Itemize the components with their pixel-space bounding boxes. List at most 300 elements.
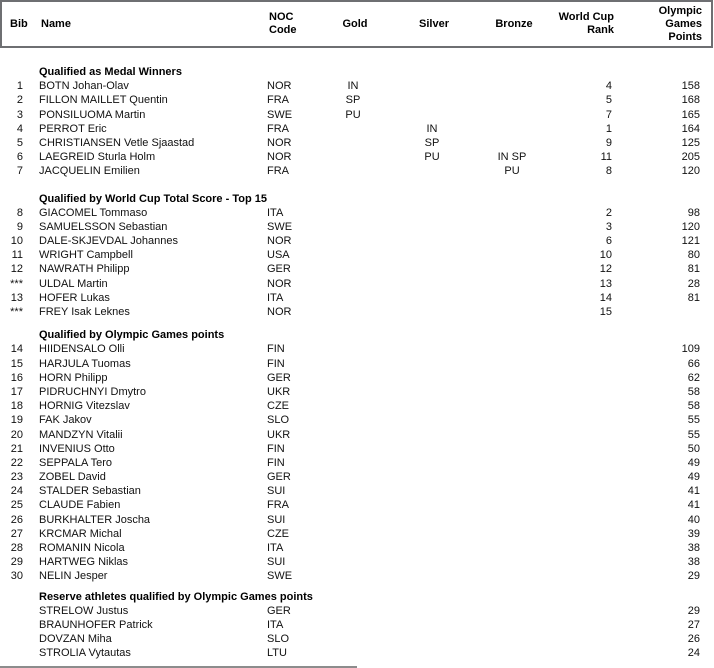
cell-silver	[380, 513, 484, 527]
cell-points: 26	[687, 633, 700, 646]
cell-bib: 11	[11, 249, 23, 262]
cell-points: 168	[681, 94, 700, 107]
section-world-cup-top15	[0, 192, 714, 320]
cell-points: 81	[687, 263, 700, 276]
cell-name: SAMUELSSON Sebastian	[39, 220, 168, 233]
cell-points: 165	[681, 108, 700, 121]
cell-silver	[380, 646, 484, 660]
cell-bronze	[484, 357, 540, 371]
cell-silver: IN	[426, 122, 438, 135]
cell-points: 38	[687, 556, 700, 569]
cell-noc: ITA	[267, 618, 284, 631]
cell-rank	[540, 498, 612, 512]
cell-bronze	[484, 220, 540, 234]
cell-name: SEPPALA Tero	[39, 456, 112, 469]
cell-points: 121	[681, 235, 700, 248]
column-header-silver: Silver	[419, 17, 449, 30]
cell-bib: 30	[10, 570, 23, 583]
cell-bronze	[484, 604, 540, 618]
cell-bib: 26	[10, 513, 23, 526]
cell-name: ULDAL Martin	[39, 277, 108, 290]
cell-name: FREY Isak Leknes	[39, 306, 130, 318]
cell-rank: 10	[599, 249, 612, 262]
cell-bib: 22	[10, 456, 23, 469]
table-row	[0, 632, 714, 646]
cell-silver	[380, 357, 484, 371]
cell-gold	[326, 371, 380, 385]
cell-name: STROLIA Vytautas	[39, 647, 131, 660]
cell-name: PIDRUCHNYI Dmytro	[39, 385, 146, 398]
cell-gold	[326, 484, 380, 498]
cell-bib: 15	[10, 357, 23, 370]
cell-points: 49	[687, 456, 700, 469]
table-row	[0, 399, 714, 413]
cell-noc: NOR	[267, 151, 292, 164]
cell-noc: NOR	[267, 136, 292, 149]
cell-bronze	[484, 234, 540, 248]
results-table-body	[0, 48, 714, 661]
cell-silver	[380, 541, 484, 555]
table-row	[0, 248, 714, 262]
cell-name: FILLON MAILLET Quentin	[39, 94, 168, 107]
cell-gold	[326, 305, 380, 319]
cell-rank	[540, 470, 612, 484]
cell-points: 28	[687, 277, 700, 290]
cell-silver	[380, 498, 484, 512]
cell-points: 50	[687, 442, 700, 455]
cell-rank	[540, 342, 612, 356]
cell-gold: IN	[347, 80, 359, 93]
cell-bib: 18	[10, 400, 23, 413]
table-row	[0, 646, 714, 660]
cell-bronze	[484, 385, 540, 399]
cell-bib: ***	[10, 306, 23, 318]
cell-gold	[326, 604, 380, 618]
cell-bib: 12	[10, 263, 23, 276]
cell-points: 120	[681, 165, 700, 178]
table-row	[0, 413, 714, 427]
cell-name: DALE-SKJEVDAL Johannes	[39, 235, 178, 248]
table-row	[0, 527, 714, 541]
table-row	[0, 136, 714, 150]
cell-name: HORNIG Vitezslav	[39, 400, 130, 413]
cell-silver	[380, 371, 484, 385]
column-header-name: Name	[41, 17, 71, 30]
cell-bronze	[484, 646, 540, 660]
cell-rank	[540, 555, 612, 569]
cell-points: 49	[687, 471, 700, 484]
cell-noc: FRA	[267, 94, 289, 107]
cell-silver	[380, 442, 484, 456]
cell-rank: 1	[605, 122, 612, 135]
cell-noc: SLO	[267, 633, 290, 646]
table-row	[0, 122, 714, 136]
cell-rank	[540, 527, 612, 541]
cell-gold: PU	[345, 108, 361, 121]
cell-points: 41	[687, 499, 700, 512]
cell-points: 55	[687, 414, 700, 427]
cell-bib: 6	[16, 151, 23, 164]
cell-bib: 9	[16, 220, 23, 233]
cell-silver	[380, 220, 484, 234]
cell-name: HARTWEG Niklas	[39, 556, 129, 569]
cell-name: MANDZYN Vitalii	[39, 428, 123, 441]
cell-silver	[380, 93, 484, 107]
section-title: Qualified as Medal Winners	[39, 66, 182, 78]
cell-silver	[380, 305, 484, 319]
table-row	[0, 277, 714, 291]
cell-silver	[380, 604, 484, 618]
cell-points: 205	[681, 151, 700, 164]
cell-points: 29	[687, 570, 700, 583]
cell-bib: 7	[16, 165, 23, 178]
table-row	[0, 604, 714, 618]
cell-silver	[380, 470, 484, 484]
cell-bib: 20	[10, 428, 23, 441]
cell-points: 55	[687, 428, 700, 441]
cell-bronze	[484, 291, 540, 305]
cell-bronze	[484, 470, 540, 484]
cell-gold	[326, 618, 380, 632]
cell-rank	[540, 646, 612, 660]
cell-bronze	[484, 541, 540, 555]
cell-bronze	[484, 555, 540, 569]
cell-bronze	[484, 206, 540, 220]
cell-silver	[380, 108, 484, 122]
cell-rank	[540, 371, 612, 385]
cell-noc: FRA	[267, 165, 289, 178]
cell-rank: 11	[600, 151, 612, 164]
cell-name: FAK Jakov	[39, 414, 92, 427]
cell-name: HARJULA Tuomas	[39, 357, 131, 370]
table-row	[0, 79, 714, 93]
cell-points: 58	[687, 400, 700, 413]
cell-name: NELIN Jesper	[39, 570, 108, 583]
cell-bib: 17	[10, 385, 23, 398]
cell-gold	[326, 413, 380, 427]
cell-gold	[326, 122, 380, 136]
cell-name: LAEGREID Sturla Holm	[39, 151, 156, 164]
cell-noc: GER	[267, 471, 291, 484]
cell-bib	[0, 632, 26, 646]
table-row	[0, 108, 714, 122]
cell-bronze	[484, 248, 540, 262]
cell-name: NAWRATH Philipp	[39, 263, 130, 276]
cell-points: 164	[681, 122, 700, 135]
cell-silver: PU	[424, 151, 440, 164]
cell-bronze	[484, 442, 540, 456]
section-medal-winners	[0, 65, 714, 179]
cell-points: 39	[687, 527, 700, 540]
section-rows	[0, 342, 714, 583]
cell-bib: 28	[10, 542, 23, 554]
cell-bronze	[484, 277, 540, 291]
cell-points: 38	[687, 542, 700, 554]
cell-gold	[326, 527, 380, 541]
cell-gold	[326, 357, 380, 371]
cell-name: DOVZAN Miha	[39, 633, 112, 646]
cell-points: 98	[687, 206, 700, 219]
cell-bronze	[484, 371, 540, 385]
cell-gold	[326, 555, 380, 569]
cell-name: PERROT Eric	[39, 122, 107, 135]
cell-gold	[326, 136, 380, 150]
cell-points: 58	[687, 385, 700, 398]
cell-gold	[326, 234, 380, 248]
cell-bronze	[484, 399, 540, 413]
cell-noc: FIN	[267, 343, 285, 356]
table-row	[0, 442, 714, 456]
cell-noc: UKR	[267, 428, 291, 441]
cell-bronze: IN SP	[497, 151, 527, 164]
cell-silver: SP	[424, 136, 440, 149]
cell-rank: 14	[599, 291, 612, 304]
table-row	[0, 513, 714, 527]
section-rows	[0, 79, 714, 178]
cell-rank: 12	[599, 263, 612, 276]
section-olympic-points	[0, 328, 714, 583]
cell-name: INVENIUS Otto	[39, 442, 115, 455]
cell-gold	[326, 220, 380, 234]
cell-silver	[380, 277, 484, 291]
section-rows	[0, 206, 714, 320]
cell-rank	[540, 357, 612, 371]
cell-gold	[326, 385, 380, 399]
cell-silver	[380, 555, 484, 569]
cell-gold	[326, 428, 380, 442]
cell-silver	[380, 291, 484, 305]
cell-silver	[380, 79, 484, 93]
cell-bib: 27	[10, 527, 23, 540]
cell-points: 66	[687, 357, 700, 370]
cell-name: GIACOMEL Tommaso	[39, 206, 148, 219]
table-row	[0, 385, 714, 399]
cell-noc: USA	[267, 249, 290, 262]
table-row	[0, 569, 714, 583]
cell-silver	[380, 399, 484, 413]
table-row	[0, 428, 714, 442]
cell-gold	[326, 206, 380, 220]
cell-silver	[380, 484, 484, 498]
cell-bib: 4	[16, 122, 23, 135]
cell-bib: ***	[10, 277, 23, 290]
cell-noc: NOR	[267, 235, 292, 248]
cell-silver	[380, 569, 484, 583]
cell-noc: SUI	[267, 513, 286, 526]
cell-bib: 8	[16, 206, 23, 219]
cell-gold	[326, 164, 380, 178]
table-row	[0, 342, 714, 356]
cell-rank	[540, 569, 612, 583]
cell-gold	[326, 291, 380, 305]
table-row	[0, 150, 714, 164]
cell-bronze	[484, 569, 540, 583]
cell-bronze	[484, 122, 540, 136]
table-row	[0, 262, 714, 276]
cell-noc: GER	[267, 604, 291, 617]
cell-gold	[326, 646, 380, 660]
cell-silver	[380, 618, 484, 632]
table-row	[0, 234, 714, 248]
cell-gold	[326, 262, 380, 276]
column-header-gold: Gold	[342, 17, 368, 30]
section-rows	[0, 604, 714, 661]
cell-noc: SWE	[267, 220, 293, 233]
cell-name: STRELOW Justus	[39, 604, 129, 617]
cell-noc: FIN	[267, 357, 285, 370]
cell-bib: 2	[16, 94, 23, 107]
cell-name: HORN Philipp	[39, 371, 108, 384]
cell-bronze	[484, 527, 540, 541]
cell-rank	[540, 385, 612, 399]
section-title: Qualified by Olympic Games points	[39, 329, 225, 342]
cell-bronze	[484, 413, 540, 427]
cell-bronze	[484, 136, 540, 150]
table-row	[0, 291, 714, 305]
cell-name: BRAUNHOFER Patrick	[39, 618, 153, 631]
cell-silver	[380, 413, 484, 427]
cell-noc: FRA	[267, 499, 289, 512]
cell-rank: 9	[605, 136, 612, 149]
cell-bronze	[484, 428, 540, 442]
cell-rank	[540, 428, 612, 442]
cell-gold	[326, 632, 380, 646]
cell-name: HOFER Lukas	[39, 291, 110, 304]
cell-gold	[326, 569, 380, 583]
cell-name: HIIDENSALO Olli	[39, 343, 125, 356]
cell-bib: 16	[10, 371, 23, 384]
cell-bronze	[484, 632, 540, 646]
cell-bronze	[484, 498, 540, 512]
table-row	[0, 484, 714, 498]
cell-gold	[326, 541, 380, 555]
cell-noc: FIN	[267, 442, 285, 455]
table-row	[0, 93, 714, 107]
cell-rank: 2	[605, 206, 612, 219]
cell-rank	[540, 541, 612, 555]
cell-name: CHRISTIANSEN Vetle Sjaastad	[39, 136, 195, 149]
cell-noc: NOR	[267, 277, 292, 290]
cell-gold	[326, 248, 380, 262]
cell-bib: 23	[10, 471, 23, 484]
cell-bronze	[484, 108, 540, 122]
cell-noc: FRA	[267, 122, 289, 135]
column-header-olympic-games-points: Olympic Games Points	[658, 4, 702, 43]
cell-bronze	[484, 456, 540, 470]
cell-noc: NOR	[267, 306, 292, 318]
cell-name: ROMANIN Nicola	[39, 542, 125, 554]
cell-name: JACQUELIN Emilien	[39, 165, 140, 178]
cell-rank: 8	[605, 165, 612, 178]
cell-rank	[540, 456, 612, 470]
cell-bronze	[484, 305, 540, 319]
cell-noc: UKR	[267, 385, 291, 398]
cell-silver	[380, 385, 484, 399]
cell-silver	[380, 206, 484, 220]
cell-bib: 21	[10, 442, 23, 455]
cell-name: PONSILUOMA Martin	[39, 108, 146, 121]
cell-bib: 24	[10, 485, 23, 498]
cell-rank	[540, 484, 612, 498]
cell-rank	[540, 413, 612, 427]
column-header-bib: Bib	[10, 17, 28, 30]
cell-rank: 6	[605, 235, 612, 248]
table-row	[0, 371, 714, 385]
cell-silver	[380, 342, 484, 356]
cell-rank	[540, 442, 612, 456]
table-row	[0, 220, 714, 234]
cell-bib: 5	[16, 136, 23, 149]
cell-noc: ITA	[267, 206, 284, 219]
table-row	[0, 164, 714, 178]
section-title: Qualified by World Cup Total Score - Top 15	[39, 192, 267, 205]
cell-gold	[326, 442, 380, 456]
cell-silver	[380, 164, 484, 178]
cell-noc: SUI	[267, 556, 286, 569]
cell-bronze	[484, 79, 540, 93]
cell-silver	[380, 234, 484, 248]
cell-bronze	[484, 484, 540, 498]
cell-points: 24	[687, 647, 700, 660]
cell-bronze: PU	[504, 165, 520, 178]
cell-noc: GER	[267, 371, 291, 384]
cell-rank	[540, 618, 612, 632]
cell-points: 41	[687, 485, 700, 498]
cell-bronze	[484, 342, 540, 356]
table-row	[0, 305, 714, 319]
cell-noc: GER	[267, 263, 291, 276]
cell-points: 125	[681, 136, 700, 149]
cell-bib: 14	[10, 343, 23, 356]
cell-rank: 4	[605, 80, 612, 93]
cell-silver	[380, 456, 484, 470]
cell-bib: 19	[10, 414, 23, 427]
column-header-world-cup-rank: World Cup Rank	[558, 11, 614, 36]
cell-name: ZOBEL David	[39, 471, 106, 484]
cell-bib: 29	[10, 556, 23, 569]
table-row	[0, 456, 714, 470]
cell-bronze	[484, 262, 540, 276]
cell-noc: ITA	[267, 542, 284, 554]
table-row	[0, 618, 714, 632]
cell-noc: LTU	[267, 647, 287, 660]
cell-points: 81	[687, 291, 700, 304]
cell-noc: ITA	[267, 291, 284, 304]
cell-points: 109	[681, 343, 700, 356]
cell-bib: 25	[10, 499, 23, 512]
cell-rank: 15	[599, 306, 612, 318]
cell-points: 80	[687, 249, 700, 262]
cell-bib: 1	[16, 80, 23, 93]
cell-gold	[326, 498, 380, 512]
table-row	[0, 357, 714, 371]
cell-bib	[0, 646, 26, 660]
cell-points: 158	[681, 80, 700, 93]
table-row	[0, 206, 714, 220]
cell-name: KRCMAR Michal	[39, 527, 122, 540]
cell-noc: SWE	[267, 108, 293, 121]
cell-gold	[326, 150, 380, 164]
cell-name: BOTN Johan-Olav	[39, 80, 129, 93]
cell-silver	[380, 248, 484, 262]
cell-bib: 13	[10, 291, 23, 304]
cell-gold: SP	[345, 94, 361, 107]
cell-rank: 13	[599, 277, 612, 290]
cell-silver	[380, 428, 484, 442]
cell-gold	[326, 277, 380, 291]
cell-silver	[380, 262, 484, 276]
column-header-noc-code: NOC Code	[269, 11, 297, 36]
